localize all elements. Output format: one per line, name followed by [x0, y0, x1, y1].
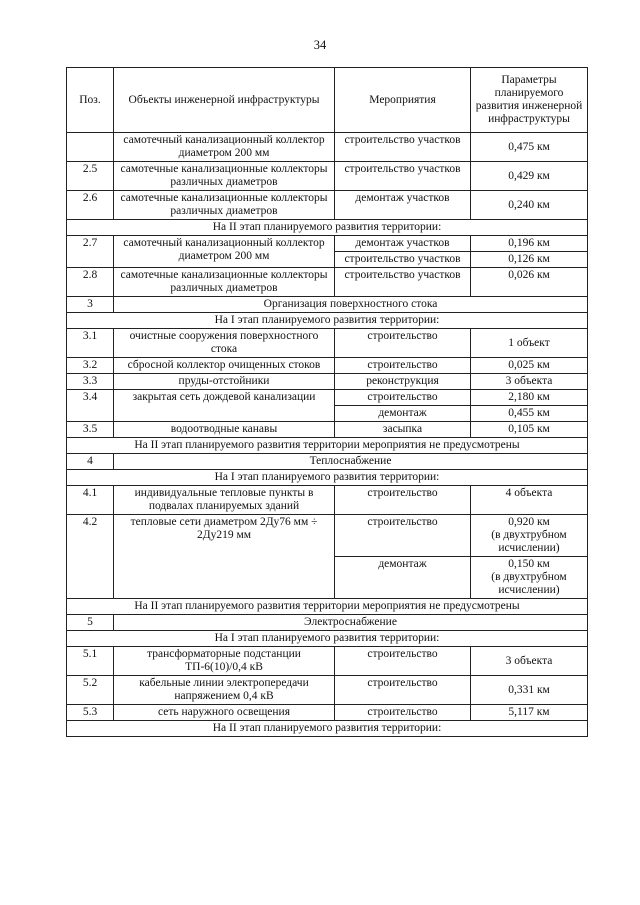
table-row [67, 422, 588, 438]
table-row [67, 236, 588, 252]
section-pos: 3 [67, 297, 114, 313]
cell-measure: строительство [335, 647, 471, 676]
cell-pos: 2.6 [67, 191, 114, 220]
cell-object: самотечные канализационные коллекторы различных диаметров [114, 162, 335, 191]
stage-row [67, 313, 588, 329]
table-row [67, 390, 588, 406]
cell-pos: 3.5 [67, 422, 114, 438]
cell-object: водоотводные канавы [114, 422, 335, 438]
stage-row [67, 438, 588, 454]
table-row [67, 133, 588, 162]
cell-value [471, 515, 588, 557]
cell-value: 0,429 км [471, 162, 588, 191]
cell-pos: 2.7 [67, 236, 114, 268]
header-pos: Поз. [67, 68, 114, 133]
cell-pos: 3.3 [67, 374, 114, 390]
cell-object: трансформаторные подстанции ТП-6(10)/0,4 кВ [114, 647, 335, 676]
stage-row [67, 631, 588, 647]
cell-value: 0,025 км [471, 358, 588, 374]
table-row [67, 329, 588, 358]
stage-row [67, 470, 588, 486]
cell-measure: строительство [335, 676, 471, 705]
cell-measure: строительство [335, 515, 471, 557]
cell-measure: строительство [335, 390, 471, 406]
cell-value: 4 объекта [471, 486, 588, 515]
header-object: Объекты инженерной инфраструктуры [114, 68, 335, 133]
cell-measure: строительство [335, 705, 471, 721]
cell-object: самотечный канализационный коллектор диаметром 200 мм [114, 236, 335, 268]
cell-pos: 5.2 [67, 676, 114, 705]
table-header-row [67, 68, 588, 133]
cell-value: 0,331 км [471, 676, 588, 705]
stage-row [67, 721, 588, 737]
value-note: (в двухтрубном [491, 529, 567, 541]
stage-heading: На II этап планируемого развития территории: [67, 220, 588, 236]
value-note: (в двухтрубном [491, 571, 567, 583]
page-number: 34 [313, 38, 327, 52]
stage-heading: На II этап планируемого развития территории: [67, 721, 588, 737]
cell-value: 0,455 км [471, 406, 588, 422]
cell-measure: строительство участков [335, 268, 471, 297]
table-row [67, 162, 588, 191]
table-row [67, 191, 588, 220]
section-row [67, 297, 588, 313]
cell-object: очистные сооружения поверхностного стока [114, 329, 335, 358]
table-row [67, 647, 588, 676]
cell-measure: строительство [335, 486, 471, 515]
cell-object: сеть наружного освещения [114, 705, 335, 721]
table-row [67, 268, 588, 297]
cell-measure: демонтаж участков [335, 191, 471, 220]
cell-value: 3 объекта [471, 374, 588, 390]
cell-pos: 3.2 [67, 358, 114, 374]
cell-object: индивидуальные тепловые пункты в подвалах планируемых зданий [114, 486, 335, 515]
cell-value: 0,026 км [471, 268, 588, 297]
table-row [67, 374, 588, 390]
cell-value: 0,126 км [471, 252, 588, 268]
table-row [67, 515, 588, 557]
cell-pos [67, 133, 114, 162]
cell-value: 0,196 км [471, 236, 588, 252]
cell-value: 1 объект [471, 329, 588, 358]
table-row [67, 358, 588, 374]
cell-object: самотечный канализационный коллектор диаметром 200 мм [114, 133, 335, 162]
cell-measure: строительство [335, 358, 471, 374]
value-note: исчислении) [498, 542, 560, 554]
section-row [67, 615, 588, 631]
cell-value: 2,180 км [471, 390, 588, 406]
header-measure: Мероприятия [335, 68, 471, 133]
value-amount: 0,150 км [508, 558, 550, 570]
infrastructure-table [66, 67, 588, 737]
cell-measure: строительство [335, 329, 471, 358]
cell-measure: строительство участков [335, 252, 471, 268]
table-row [67, 705, 588, 721]
header-params: Параметры планируемого развития инженерной инфраструктуры [471, 68, 588, 133]
cell-value [471, 557, 588, 599]
section-pos: 4 [67, 454, 114, 470]
stage-heading: На I этап планируемого развития территории: [67, 313, 588, 329]
cell-value: 5,117 км [471, 705, 588, 721]
cell-pos: 5.3 [67, 705, 114, 721]
cell-measure: строительство участков [335, 162, 471, 191]
value-amount: 0,920 км [508, 516, 550, 528]
section-title: Теплоснабжение [114, 454, 588, 470]
section-row [67, 454, 588, 470]
cell-pos: 4.1 [67, 486, 114, 515]
stage-heading: На I этап планируемого развития территории: [67, 631, 588, 647]
section-pos: 5 [67, 615, 114, 631]
stage-heading: На II этап планируемого развития территории мероприятия не предусмотрены [67, 599, 588, 615]
cell-object: тепловые сети диаметром 2Ду76 мм ÷ 2Ду219 мм [114, 515, 335, 599]
section-title: Организация поверхностного стока [114, 297, 588, 313]
cell-measure: демонтаж [335, 406, 471, 422]
stage-heading: На II этап планируемого развития территории мероприятия не предусмотрены [67, 438, 588, 454]
cell-pos: 2.8 [67, 268, 114, 297]
cell-object: пруды-отстойники [114, 374, 335, 390]
cell-value: 0,105 км [471, 422, 588, 438]
cell-object: сбросной коллектор очищенных стоков [114, 358, 335, 374]
cell-pos: 5.1 [67, 647, 114, 676]
cell-measure: засыпка [335, 422, 471, 438]
cell-measure: демонтаж [335, 557, 471, 599]
cell-measure: демонтаж участков [335, 236, 471, 252]
cell-pos: 3.1 [67, 329, 114, 358]
stage-row [67, 220, 588, 236]
cell-value: 0,240 км [471, 191, 588, 220]
table-row [67, 676, 588, 705]
stage-row [67, 599, 588, 615]
value-note: исчислении) [498, 584, 560, 596]
cell-measure: строительство участков [335, 133, 471, 162]
cell-object: самотечные канализационные коллекторы различных диаметров [114, 191, 335, 220]
cell-object: кабельные линии электропередачи напряжением 0,4 кВ [114, 676, 335, 705]
cell-value: 0,475 км [471, 133, 588, 162]
stage-heading: На I этап планируемого развития территории: [67, 470, 588, 486]
cell-object: закрытая сеть дождевой канализации [114, 390, 335, 422]
cell-pos: 4.2 [67, 515, 114, 599]
cell-object: самотечные канализационные коллекторы различных диаметров [114, 268, 335, 297]
cell-measure: реконструкция [335, 374, 471, 390]
cell-value: 3 объекта [471, 647, 588, 676]
table-row [67, 486, 588, 515]
cell-pos: 3.4 [67, 390, 114, 422]
cell-pos: 2.5 [67, 162, 114, 191]
section-title: Электроснабжение [114, 615, 588, 631]
